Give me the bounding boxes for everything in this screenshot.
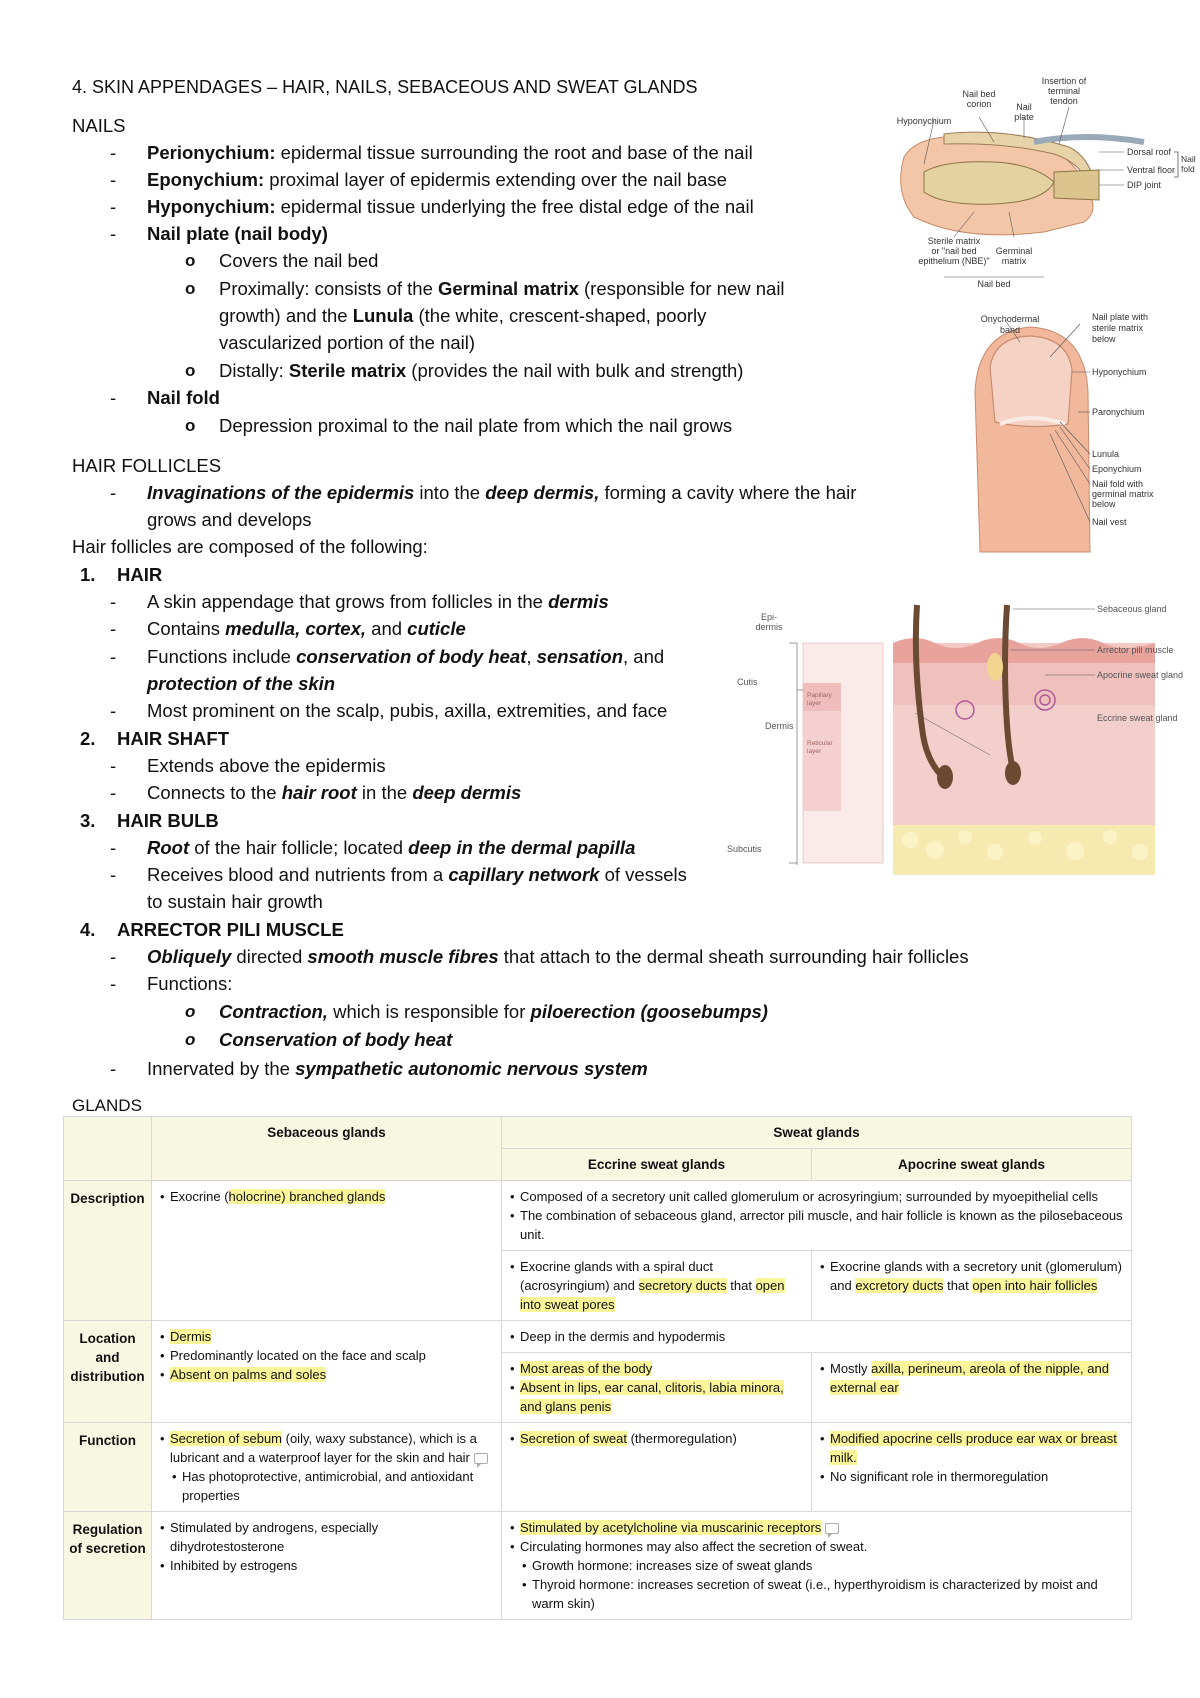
- svg-text:Nail bed: Nail bed: [962, 89, 996, 99]
- list-number: 1.: [80, 564, 96, 585]
- svg-text:terminal: terminal: [1047, 86, 1081, 96]
- cell-desc-sweat: • Composed of a secretory unit called glomerulum or acrosyringium; surrounded by myoepithelial cells • The combination of sebaceous gland, arrector pili muscle, and hair follicle is known as the pilosebaceous unit.: [502, 1181, 1132, 1251]
- hair-line-1: A skin appendage that grows from follicles in the dermis: [147, 591, 609, 612]
- dash: -: [110, 700, 117, 721]
- cell-loc-eccrine: • Most areas of the body • Absent in lips, ear canal, clitoris, labia minora, and glans penis: [502, 1353, 812, 1423]
- hair-shaft-line-1: Extends above the epidermis: [147, 755, 386, 776]
- nail-cross-section-figure: [884, 72, 1194, 292]
- hair-bulb-line-2: Receives blood and nutrients from a capillary network of vessels: [147, 864, 687, 885]
- sub-bullet: o: [185, 361, 196, 380]
- hair-follicles-heading: HAIR FOLLICLES: [72, 455, 222, 476]
- svg-text:layer: layer: [807, 748, 822, 755]
- svg-text:germinal matrix: germinal matrix: [1092, 489, 1154, 499]
- hair-shaft-heading: HAIR SHAFT: [117, 728, 230, 749]
- plate-sub-2: Proximally: consists of the Germinal matrix (responsible for new nail: [219, 278, 785, 299]
- onychodermal-label: Onychodermal band: [980, 314, 1040, 335]
- table-corner: [64, 1117, 152, 1181]
- svg-text:Nail vest: Nail vest: [1092, 517, 1127, 527]
- svg-text:Apocrine sweat gland: Apocrine sweat gland: [1097, 670, 1184, 680]
- svg-text:Germinal: Germinal: [995, 246, 1033, 256]
- comment-icon[interactable]: [825, 1523, 839, 1534]
- svg-text:Hyponychium: Hyponychium: [1092, 367, 1147, 377]
- svg-text:Cutis: Cutis: [737, 677, 758, 687]
- svg-text:Nail: Nail: [1016, 102, 1032, 112]
- nails-item-nail-plate: Nail plate (nail body): [147, 223, 328, 244]
- col-header-sebaceous: Sebaceous glands: [152, 1117, 502, 1181]
- hair-bulb-line-1: Root of the hair follicle; located deep in the dermal papilla: [147, 837, 636, 858]
- svg-text:DIP joint: DIP joint: [1127, 180, 1161, 190]
- plate-sub-3: Distally: Sterile matrix (provides the nail with bulk and strength): [219, 360, 744, 381]
- svg-text:Eponychium: Eponychium: [1092, 464, 1142, 474]
- plate-sub-1: Covers the nail bed: [219, 250, 379, 271]
- arrector-line-3: Innervated by the sympathetic autonomic nervous system: [147, 1058, 648, 1079]
- arrector-line-1: Obliquely directed smooth muscle fibres that attach to the dermal sheath surrounding hair follicles: [147, 946, 969, 967]
- svg-text:Hyponychium: Hyponychium: [896, 116, 952, 126]
- svg-text:Subcutis: Subcutis: [727, 844, 762, 854]
- svg-text:Lunula: Lunula: [1092, 449, 1120, 459]
- arrector-function-1: Contraction, which is responsible for piloerection (goosebumps): [219, 1001, 768, 1022]
- row-header-function: Function: [64, 1423, 152, 1512]
- sub-bullet: o: [185, 279, 196, 298]
- dash: -: [110, 618, 117, 639]
- arrector-function-2: Conservation of body heat: [219, 1029, 453, 1050]
- arrector-line-2: Functions:: [147, 973, 233, 994]
- svg-text:Paronychium: Paronychium: [1092, 407, 1145, 417]
- arrector-heading: ARRECTOR PILI MUSCLE: [117, 919, 344, 940]
- dash: -: [110, 223, 117, 244]
- cell-desc-eccrine: • Exocrine glands with a spiral duct (acrosyringium) and secretory ducts that open into sweat pores: [502, 1251, 812, 1321]
- row-header-regulation: Regulation of secretion: [64, 1512, 152, 1620]
- svg-text:Eccrine sweat gland: Eccrine sweat gland: [1097, 713, 1178, 723]
- row-header-location: Location and distribution: [64, 1321, 152, 1423]
- cell-fn-apocrine: • Modified apocrine cells produce ear wax or breast milk. • No significant role in thermoregulation: [812, 1423, 1132, 1512]
- col-header-eccrine: Eccrine sweat glands: [502, 1149, 812, 1181]
- sub-bullet: o: [185, 251, 196, 270]
- dash: -: [110, 142, 117, 163]
- svg-text:layer: layer: [807, 700, 822, 707]
- dash: -: [110, 782, 117, 803]
- skin-section-figure: [727, 604, 1195, 875]
- svg-text:Sebaceous gland: Sebaceous gland: [1097, 604, 1167, 614]
- dash: -: [110, 946, 117, 967]
- dash: -: [110, 646, 117, 667]
- nails-item-hyponychium: Hyponychium: epidermal tissue underlying the free distal edge of the nail: [147, 196, 754, 217]
- cell-loc-apocrine: • Mostly axilla, perineum, areola of the nipple, and external ear: [812, 1353, 1132, 1423]
- dash: -: [110, 169, 117, 190]
- hair-bulb-heading: HAIR BULB: [117, 810, 219, 831]
- dash: -: [110, 387, 117, 408]
- nails-item-perionychium: Perionychium: epidermal tissue surrounding the root and base of the nail: [147, 142, 753, 163]
- hair-bulb-line-2-cont: to sustain hair growth: [147, 891, 323, 912]
- sub-bullet: o: [185, 416, 196, 435]
- svg-text:tendon: tendon: [1050, 96, 1078, 106]
- cell-fn-sebaceous: • Secretion of sebum (oily, waxy substance), which is a lubricant and a waterproof layer for the skin and hair • Has photoprotective, antimicrobial, and antioxidant properties: [152, 1423, 502, 1512]
- hair-follicles-def: Invaginations of the epidermis into the deep dermis, forming a cavity where the hair: [147, 482, 857, 503]
- svg-text:below: below: [1092, 499, 1116, 509]
- dash: -: [110, 1058, 117, 1079]
- hair-line-3-cont: protection of the skin: [147, 673, 336, 694]
- col-header-apocrine: Apocrine sweat glands: [812, 1149, 1132, 1181]
- fold-sub: Depression proximal to the nail plate from which the nail grows: [219, 415, 733, 436]
- cell-reg-sebaceous: • Stimulated by androgens, especially dihydrotestosterone • Inhibited by estrogens: [152, 1512, 502, 1620]
- hair-shaft-line-2: Connects to the hair root in the deep dermis: [147, 782, 522, 803]
- svg-text:corion: corion: [966, 99, 992, 109]
- cell-desc-apocrine: • Exocrine glands with a secretory unit (glomerulum) and excretory ducts that open into hair follicles: [812, 1251, 1132, 1321]
- nails-heading: NAILS: [72, 115, 126, 136]
- dash: -: [110, 755, 117, 776]
- cell-loc-sweat: • Deep in the dermis and hypodermis: [502, 1321, 1132, 1353]
- cell-fn-eccrine: • Secretion of sweat (thermoregulation): [502, 1423, 812, 1512]
- cell-desc-sebaceous: • Exocrine (holocrine) branched glands: [152, 1181, 502, 1321]
- svg-text:Papillary: Papillary: [807, 692, 832, 699]
- hair-line-2: Contains medulla, cortex, and cuticle: [147, 618, 466, 639]
- svg-text:Epi-: Epi-: [760, 612, 778, 622]
- fingertip-figure: [960, 312, 1195, 552]
- svg-text:Arrector pili muscle: Arrector pili muscle: [1097, 645, 1174, 655]
- hair-line-3: Functions include conservation of body heat, sensation, and: [147, 646, 665, 667]
- svg-text:Sterile matrix: Sterile matrix: [927, 236, 981, 246]
- nails-item-nail-fold: Nail fold: [147, 387, 220, 408]
- dash: -: [110, 591, 117, 612]
- cell-reg-sweat: • Stimulated by acetylcholine via muscarinic receptors • Circulating hormones may also affect the secretion of sweat. • Growth hormone: increases size of sweat glands • Thyroid hormone: increases secretion of sweat (i.e., hyperthyroidism is characterized by moist and warm skin): [502, 1512, 1132, 1620]
- plate-sub-2-cont: growth) and the Lunula (the white, crescent-shaped, poorly: [219, 305, 707, 326]
- svg-text:Dermis: Dermis: [765, 721, 794, 731]
- dash: -: [110, 837, 117, 858]
- sub-bullet: o: [185, 1002, 196, 1021]
- list-number: 4.: [80, 919, 96, 940]
- cell-loc-sebaceous: • Dermis • Predominantly located on the face and scalp • Absent on palms and soles: [152, 1321, 502, 1423]
- svg-text:Reticular: Reticular: [807, 740, 833, 747]
- svg-text:dermis: dermis: [755, 622, 783, 632]
- glands-heading: GLANDS: [72, 1096, 142, 1115]
- svg-text:matrix: matrix: [1001, 256, 1027, 266]
- row-header-description: Description: [64, 1181, 152, 1321]
- dash: -: [110, 482, 117, 503]
- page-title: 4. SKIN APPENDAGES – HAIR, NAILS, SEBACEOUS AND SWEAT GLANDS: [72, 77, 698, 97]
- svg-text:Nail fold with: Nail fold with: [1092, 479, 1144, 489]
- svg-text:Ventral floor: Ventral floor: [1127, 165, 1176, 175]
- hair-heading: HAIR: [117, 564, 163, 585]
- hair-line-4: Most prominent on the scalp, pubis, axilla, extremities, and face: [147, 700, 668, 721]
- hair-follicles-composed: Hair follicles are composed of the following:: [72, 536, 428, 557]
- svg-text:Dorsal roof: Dorsal roof: [1127, 147, 1172, 157]
- hair-follicles-def-cont: grows and develops: [147, 509, 312, 530]
- svg-text:fold: fold: [1181, 164, 1195, 174]
- svg-text:epithelium (NBE)": epithelium (NBE)": [918, 256, 990, 266]
- sub-bullet: o: [185, 1030, 196, 1049]
- dash: -: [110, 973, 117, 994]
- plate-with-label: Nail plate with sterile matrix below: [1092, 312, 1149, 344]
- nails-item-eponychium: Eponychium: proximal layer of epidermis extending over the nail base: [147, 169, 727, 190]
- svg-text:Insertion of: Insertion of: [1041, 76, 1087, 86]
- plate-sub-2-cont2: vascularized portion of the nail): [219, 332, 476, 353]
- glands-table: [63, 1116, 1132, 1620]
- dash: -: [110, 864, 117, 885]
- svg-text:Nail: Nail: [1181, 154, 1196, 164]
- dash: -: [110, 196, 117, 217]
- list-number: 2.: [80, 728, 96, 749]
- svg-text:Nail bed: Nail bed: [977, 279, 1011, 289]
- list-number: 3.: [80, 810, 96, 831]
- comment-icon[interactable]: [474, 1453, 488, 1464]
- svg-text:or "nail bed: or "nail bed: [931, 246, 977, 256]
- svg-text:plate: plate: [1014, 112, 1034, 122]
- col-header-sweat: Sweat glands: [502, 1117, 1132, 1149]
